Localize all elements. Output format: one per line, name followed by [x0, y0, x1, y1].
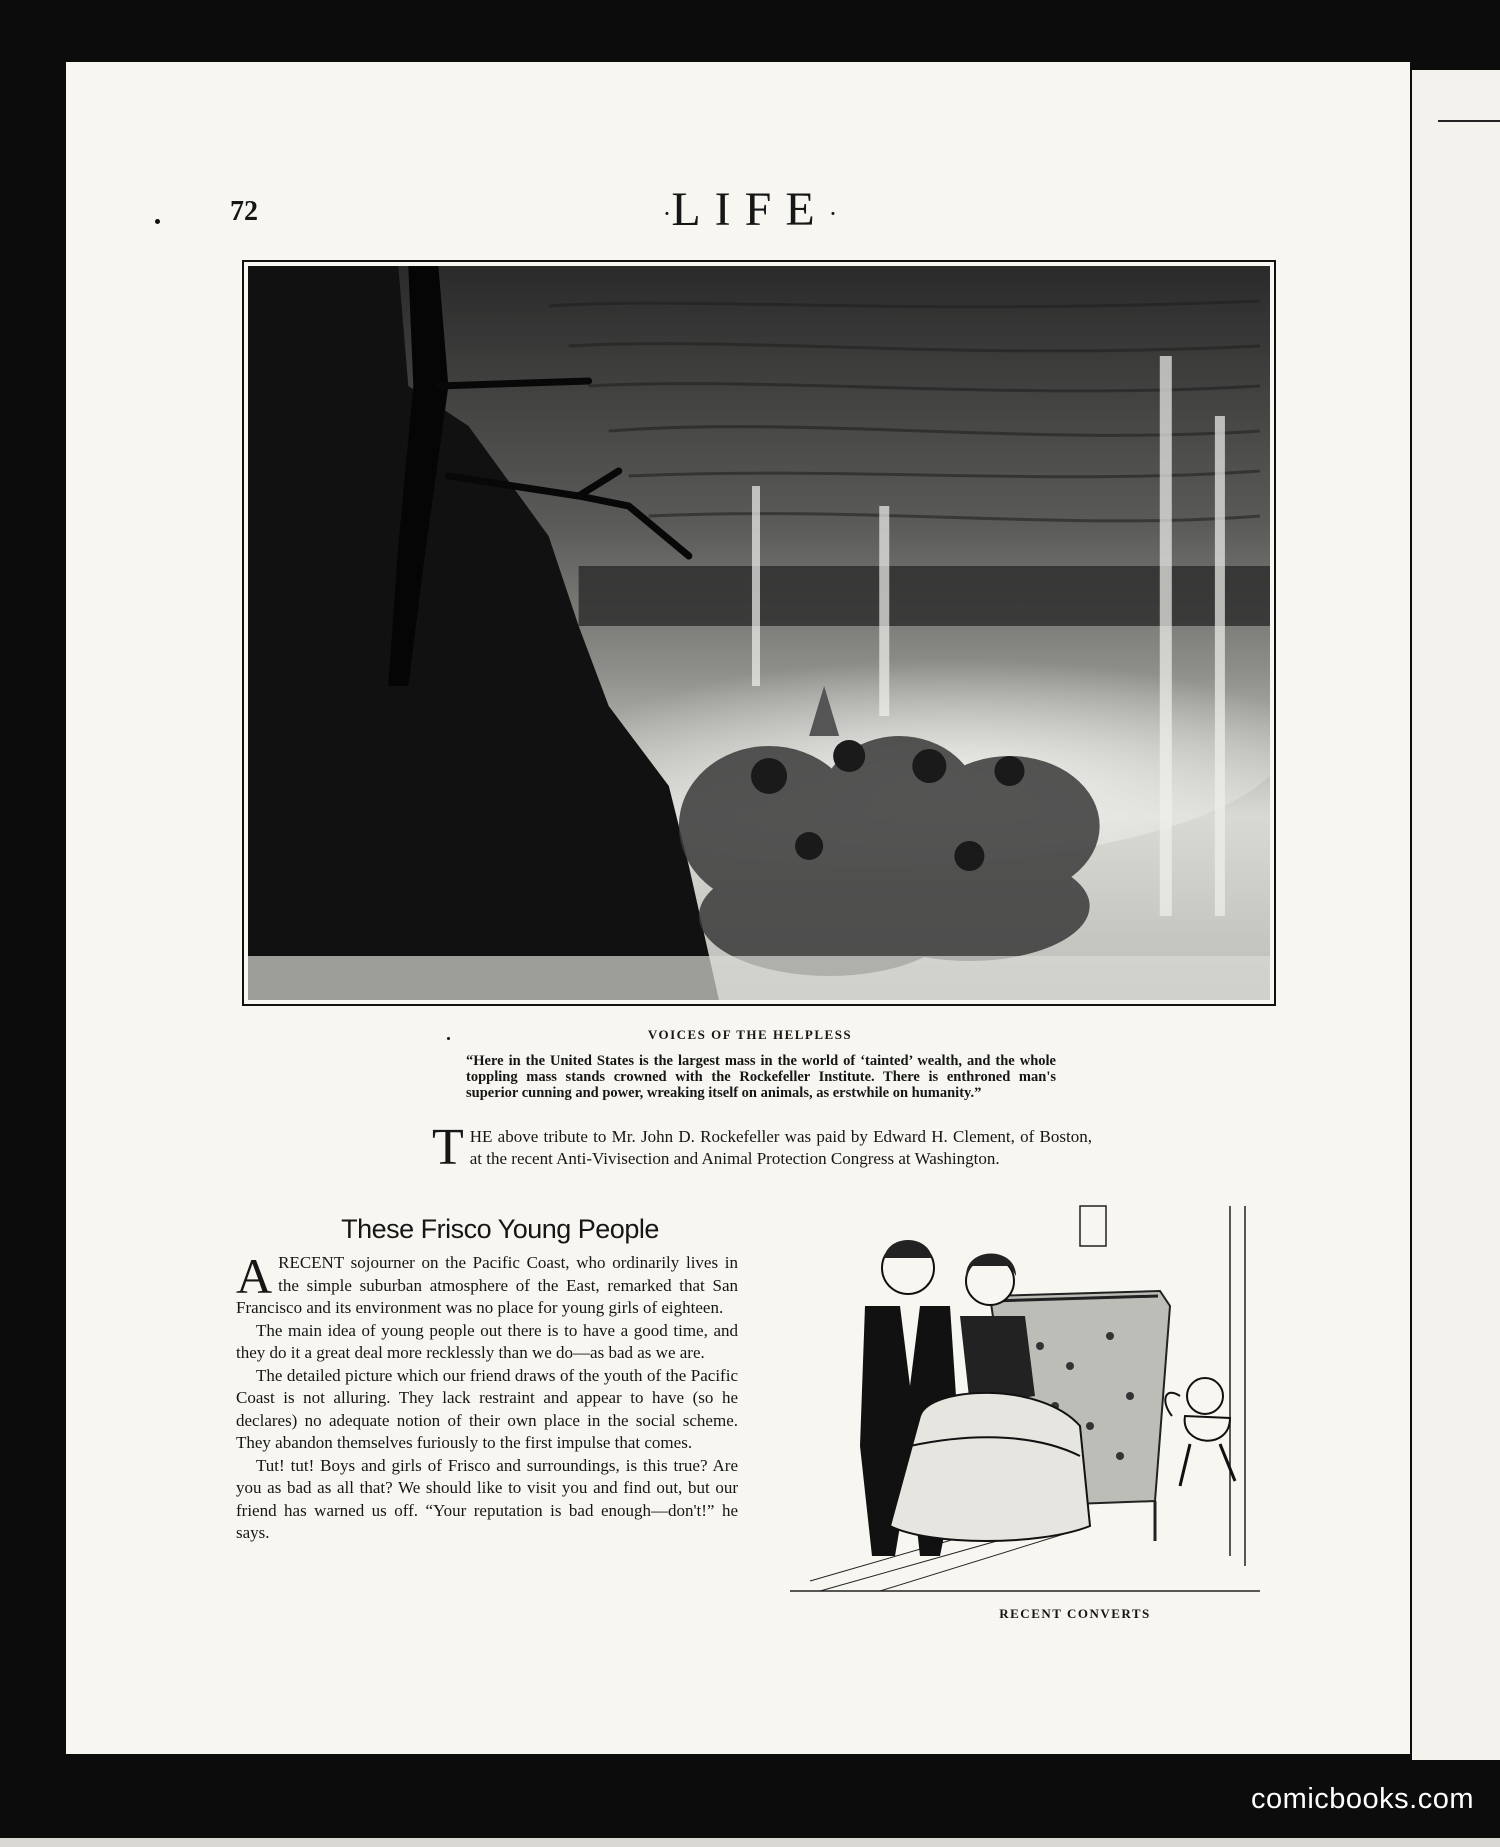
facing-page-rule: [1438, 120, 1500, 122]
masthead-dot-icon: ·: [662, 198, 672, 228]
masthead-title: LIFE: [671, 183, 829, 236]
tribute-paragraph: [432, 1119, 1092, 1176]
tribute-text: HE above tribute to Mr. John D. Rockefeller was paid by Edward H. Clement, of Boston, at the recent Anti-Vivisection and Animal Protection Congress at Washington.: [469, 1127, 1092, 1168]
article-body: [236, 1248, 738, 1545]
night-cliff-illustration: [248, 266, 1270, 1000]
illustration-voices-of-the-helpless: [242, 260, 1276, 1006]
watermark: comicbooks.com: [1251, 1783, 1474, 1815]
masthead-dot-icon: ·: [828, 198, 838, 228]
cupid-figure: [1165, 1378, 1235, 1486]
quote-block: “Here in the United States is the largest mass in the world of ‘tainted’ wealth, and the whole toppling mass stands crowned with the Rockefeller Institute. There is enthroned man's superior cunning and power, wreaking itself on animals, as erstwhile on humanity.”: [466, 1053, 1056, 1101]
wall-picture: [1080, 1206, 1106, 1246]
illustration-caption: RECENT CONVERTS: [999, 1606, 1151, 1621]
article-paragraph: The main idea of young people out there is to have a good time, and they do it a great deal more recklessly than we do—as bad as we are.: [236, 1320, 738, 1362]
couple-on-sofa-drawing: [760, 1196, 1280, 1600]
article-paragraph: The detailed picture which our friend draws of the youth of the Pacific Coast is not alluring. They lack restraint and appear to have (so he declares) no adequate notion of their own place in the social scheme. They abandon themselves furiously to the first impulse that comes.: [236, 1365, 738, 1452]
article-paragraph: A RECENT sojourner on the Pacific Coast, who ordinarily lives in the simple suburban atmosphere of the East, remarked that San Francisco and its environment was no place for young girls of eighteen.: [236, 1248, 738, 1317]
article-title: These Frisco Young People: [341, 1214, 659, 1244]
scan-bottom-edge: [0, 1838, 1500, 1847]
page-number: 72: [230, 196, 258, 227]
foreground-haze: [248, 956, 1270, 1000]
drop-cap: A: [236, 1248, 273, 1304]
facing-page-edge: [1412, 70, 1500, 1760]
masthead: [0, 182, 1500, 237]
article-paragraph: Tut! tut! Boys and girls of Frisco and surroundings, is this true? Are you as bad as all that? We should like to visit you and find out, but our friend has warned us off. “Your reputation is bad enough—don't!” he says.: [236, 1455, 738, 1542]
illustration-caption: VOICES OF THE HELPLESS: [647, 1027, 853, 1042]
drop-cap: T: [432, 1119, 464, 1176]
illustration-recent-converts: [760, 1196, 1280, 1600]
crowd-of-figures: [679, 736, 1100, 976]
